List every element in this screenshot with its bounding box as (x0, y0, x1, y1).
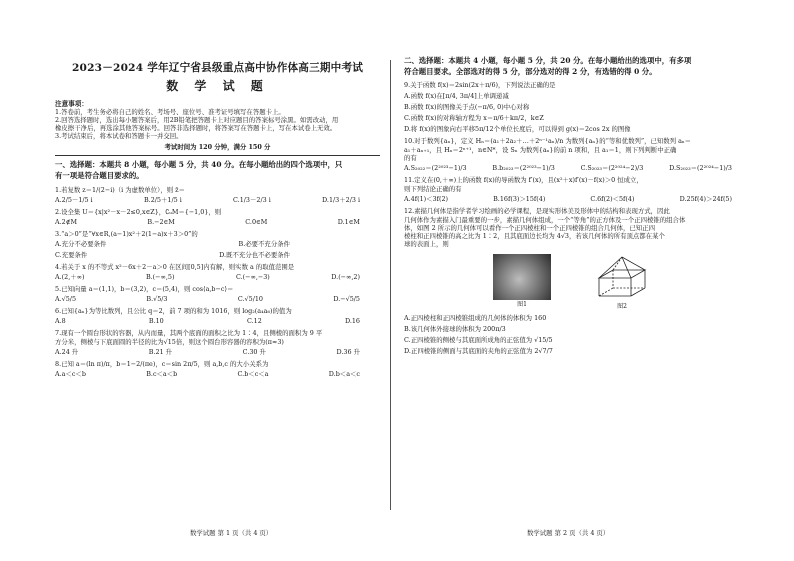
option-row (55, 251, 380, 259)
option-row (55, 295, 380, 303)
question-stem: 1.若复数 z＝1/(2−i)（i 为虚数单位），则 z̄＝ (55, 185, 185, 194)
option: A.充分不必要条件 (55, 239, 107, 248)
notes-line: 2.回答选择题时，选出每小题答案后，用2B铅笔把答题卡上对应题目的答案标号涂黑。如需改动，用 (55, 116, 339, 125)
option: A.a＜c＜b (55, 369, 86, 378)
notes-heading: 注意事项： (55, 100, 88, 109)
option: B.16f(3)＞15f(4) (493, 195, 546, 204)
option: D.−√5/5 (333, 294, 360, 303)
notes-line: 1.答卷前，考生务必将自己的姓名、考场号、座位号、准考证号填写在答题卡上。 (55, 108, 285, 117)
question-stem-cont: 几何体作为素描入门最重要的一步，素描几何体组成，一个“等角”的正方体及一个正四棱锥的组合体 (404, 216, 686, 225)
option: D.(−∞,2) (331, 272, 360, 281)
option: C.S₂₀₂₃＝(2²⁰²⁴−2)/3 (580, 164, 644, 173)
option: B.21 升 (148, 347, 173, 356)
option: D.25f(4)＞24f(5) (679, 195, 732, 204)
option: B.(−∞,5) (145, 272, 175, 281)
option: B.该几何体外接球的体积为 200π/3 (404, 324, 506, 333)
question-stem-cont: a₁＋aₙ₊₁，且 Hₙ＝2ⁿ⁺¹，n∈N*，设 Sₙ 为数列{aₙ}的前 n 项和，且 a₁＝1，则下列判断中正确 (404, 146, 677, 155)
option-row (55, 317, 380, 325)
option: C.0∈M (245, 217, 268, 226)
option: A.8 (55, 316, 66, 325)
question-stem-cont: 棱柱和正四棱锥的高之比为 1∶2，且其底面边长均为 4√3，若该几何体的所有顶点都在某个 (404, 232, 665, 241)
exam-time: 考试时间为 120 分钟，满分 150 分 (164, 143, 271, 152)
exam-title: 2023－2024 学年辽宁省县级重点高中协作体高三期中考试 (71, 62, 364, 74)
sketch-photo (493, 254, 551, 300)
option: C.(−∞,−3) (235, 272, 270, 281)
figure-1 (493, 254, 551, 311)
divider-rule (55, 155, 380, 156)
option: C.6f(2)＜5f(4) (590, 195, 635, 204)
option-row (55, 196, 380, 204)
question-stem: 4.若关于 x 的不等式 x²－6x＋2－a＞0 在区间[0,5]内有解，则实数 a 的取值范围是 (55, 262, 295, 271)
option: C.函数 f(x)的对称轴方程为 x＝π/6＋kπ/2，k∈Z (404, 114, 544, 123)
question-stem-cont: 方分米，侧棱与下底面圆的半径的比为√15倍，则这个圆台形容器的容积为(π≈3) (55, 337, 284, 346)
option: A.正四棱柱和正四棱锥组成的几何体的体积为 160 (404, 313, 547, 322)
figure-1-caption: 图1 (517, 301, 527, 309)
option: B.必要不充分条件 (238, 239, 290, 248)
figure-2-caption: 图2 (617, 303, 627, 311)
footer-left: 数学试题 第 1 页（共 4 页） (190, 529, 273, 537)
left-questions (55, 186, 380, 378)
question-stem: 7.现有一个圆台形状的容器，从内而量，其两个底面的面积之比为 1∶4，且侧棱的面积为 9 平 (55, 328, 323, 337)
question-stem-cont: 球的表面上，则 (404, 240, 449, 249)
option: D.b＜a＜c (328, 369, 360, 378)
question-stem: 2.设全集 U＝{x|x²－x－2≤0,x∈Z}，∁ᵤM＝{−1,0}，则 (55, 207, 222, 216)
option: B.b₂₀₂₃＝(2²⁰²³−1)/3 (492, 164, 555, 173)
question-stem: 6.已知{aₙ}为等比数列，且公比 q＝2，前 7 项的和为 1016，则 log₂(a₄a₆)的值为 (55, 306, 292, 315)
option: A.24 升 (55, 347, 79, 356)
column-divider (390, 60, 391, 510)
solid-diagram (591, 254, 653, 300)
question-stem: 9.关于函数 f(x)＝2sin(2x＋π/6)，下列说法正确的是 (404, 81, 556, 90)
option: B.c＜a＜b (146, 369, 178, 378)
option: C.充要条件 (55, 250, 88, 259)
option: A.2∉M (55, 217, 77, 226)
right-column (404, 50, 742, 358)
option: A.√5/5 (55, 294, 77, 303)
option: C.正四棱锥的侧棱与其底面所成角的正弦值为 √15/5 (404, 335, 553, 344)
notes-line: 橡皮擦干净后，再选涂其他答案标号。回答非选择题时，将答案写在答题卡上，写在本试卷上无效。 (55, 124, 337, 133)
figure-2 (591, 254, 653, 311)
left-column (55, 50, 380, 381)
question-stem: 12.素描几何体是指学者学习绘画的必学课程，是现实形体美及形体中的结构和表现方式，因此 (404, 207, 670, 216)
right-questions (404, 81, 742, 355)
option-row (55, 218, 380, 226)
option: C.30 升 (242, 347, 266, 356)
option-row (404, 164, 742, 172)
question-stem: 5.已知向量 a＝(1,1)，b＝(3,2)，c＝(5,4)，则 cos⟨a,b−c⟩＝ (55, 284, 234, 293)
option: A.函数 f(x)在[π/4, 3π/4]上单调递减 (404, 92, 509, 101)
option: D.36 升 (336, 347, 360, 356)
option: D.正四棱锥的侧面与其底面的夹角的正弦值为 2√7/7 (404, 346, 553, 355)
option: B.√5/3 (146, 294, 168, 303)
question-stem-cont: 则下列结论正确的有 (404, 185, 462, 194)
footer-right: 数学试题 第 2 页（共 4 页） (527, 529, 610, 537)
option: B.2/5＋1/5 i (143, 195, 182, 204)
option-row (55, 348, 380, 356)
option: D.1/3＋2/3 i (322, 195, 360, 204)
option: C.b＜c＜a (237, 369, 269, 378)
option: D.S₂₀₂₃＝(2²⁰²⁴−1)/3 (669, 164, 732, 173)
section2-heading: 二、选择题：本题共 4 小题，每小题 5 分，共 20 分。在每小题给出的选项中，有多项 符合题目要求。全部选对的得 5 分，部分选对的得 2 分，有选错的得 0 分。 (404, 56, 692, 76)
question-stem-cont: 的有 (404, 154, 417, 163)
option-row (55, 240, 380, 248)
option: C.12 (246, 316, 262, 325)
question-stem: 3.“a＞0”是“∀x∈R,(a−1)x²＋2(1−a)x＋3＞0”的 (55, 229, 198, 238)
option: A.4f(1)＜3f(2) (404, 195, 449, 204)
option: B.函数 f(x)的图像关于点(−π/6, 0)中心对称 (404, 103, 530, 112)
option: D.16 (344, 316, 360, 325)
option: C.√5/10 (237, 294, 263, 303)
question-stem: 11.定义在(0,＋∞)上的函数 f(x)的导函数为 f′(x)，且(x²＋x)f′(x)－f(x)＞0 恒成立， (404, 176, 643, 185)
question-stem: 10.对于数列{aₙ}，定义 Hₙ＝(a₁＋2a₂＋…＋2ⁿ⁻¹aₙ)/n 为数列{aₙ}的“等和优数列”，已知数列 aₙ＝ (404, 137, 692, 146)
option: A.2/5－1/5 i (55, 195, 93, 204)
option: B.10 (148, 316, 164, 325)
option: D.将 f(x)的图象向右平移5π/12个单位长度后，可以得到 g(x)＝2cos 2x 的图像 (404, 125, 631, 134)
question-stem: 8.已知 a＝(ln π)/π，b＝1−2/(πe)，c＝sin 2π/5，则 a,b,c 的大小关系为 (55, 359, 269, 368)
option: D.1∈M (337, 217, 360, 226)
option: C.1/3－2/3 i (233, 195, 271, 204)
exam-subtitle: 数 学 试 题 (166, 79, 269, 94)
question-stem-cont: 体，如图 2 所示的几何体可以看作一个正四棱柱和一个正四棱锥的组合几何体，已知正四 (404, 224, 655, 233)
notes-line: 3.考试结束后，将本试卷和答题卡一并交回。 (55, 132, 183, 141)
option-row (55, 273, 380, 281)
option-row (404, 195, 742, 203)
option: A.(2,＋∞) (55, 272, 85, 281)
option: A.S₂₀₂₂＝(2²⁰²³−1)/3 (404, 164, 467, 173)
option: D.既不充分也不必要条件 (219, 250, 290, 259)
option: B.−2∈M (147, 217, 175, 226)
figure-row (404, 254, 742, 311)
option-row (55, 370, 380, 378)
section1-heading: 一、选择题：本题共 8 小题，每小题 5 分，共 40 分。在每小题给出的四个选项中，只 有一项是符合题目要求的。 (55, 160, 343, 181)
